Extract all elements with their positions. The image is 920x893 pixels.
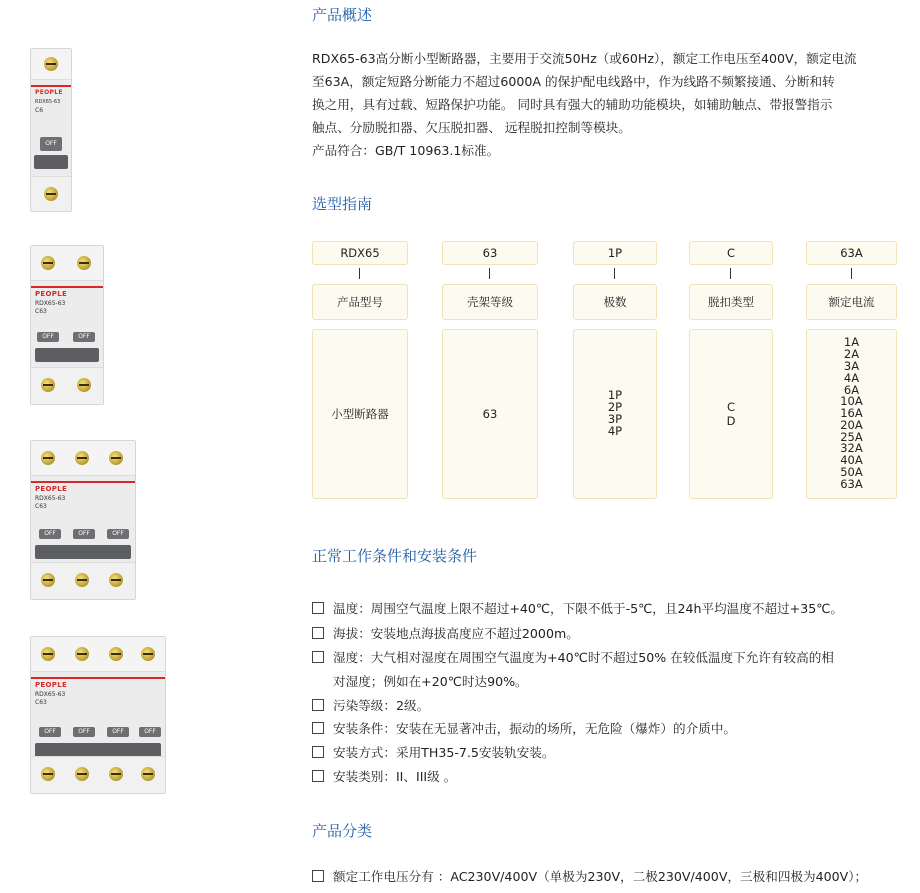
condition-item-continued: 对湿度；例如在+20℃时达90%。: [333, 674, 528, 689]
checkbox-icon: [312, 602, 324, 614]
overview-line: 产品符合：GB/T 10963.1标准。: [312, 143, 500, 158]
rating-label: C63: [35, 308, 47, 315]
guide-code-box: 63A: [806, 241, 897, 265]
guide-values-box: [806, 329, 897, 499]
guide-value: 3P: [607, 412, 623, 426]
guide-label-box: 壳架等级: [442, 284, 538, 320]
off-handle: OFF: [37, 332, 59, 342]
guide-value: 50A: [840, 465, 863, 480]
overview-line: 换之用，具有过载、短路保护功能。 同时具有强大的辅助功能模块，如辅助触点、带报警指示: [312, 97, 833, 112]
overview-line: 触点、分励脱扣器、欠压脱扣器、 远程脱扣控制等模块。: [312, 120, 631, 135]
guide-code-box: C: [689, 241, 773, 265]
guide-value: 6A: [843, 382, 860, 397]
off-handle: OFF: [39, 529, 61, 539]
off-handle: OFF: [73, 529, 95, 539]
overview-text: [312, 47, 904, 162]
guide-value: 40A: [840, 453, 863, 468]
overview-line: RDX65-63高分断小型断路器，主要用于交流50Hz（或60Hz），额定工作电压至400V，额定电流: [312, 51, 857, 66]
checkbox-icon: [312, 627, 324, 639]
off-handle: OFF: [39, 727, 61, 737]
guide-label-box: 产品型号: [312, 284, 408, 320]
model-label: RDX65-63: [35, 495, 66, 502]
off-handle: OFF: [73, 332, 95, 342]
breaker-image-1p: [30, 48, 72, 212]
model-label: RDX65-63: [35, 99, 61, 105]
guide-values-box: 63: [442, 329, 538, 499]
condition-item: 海拔：安装地点海拔高度应不超过2000m。: [312, 623, 579, 642]
rating-label: C63: [35, 699, 47, 706]
checkbox-icon: [312, 770, 324, 782]
guide-value: 10A: [840, 394, 863, 409]
brand-label: PEOPLE: [35, 485, 68, 493]
off-handle: OFF: [107, 529, 129, 539]
overview-title: 产品概述: [312, 6, 373, 24]
breaker-image-3p: [30, 440, 136, 600]
classification-item: 额定工作电压分有 ：AC230V/400V（单极为230V，二极230V/400V，三极和四极为400V）；: [312, 866, 867, 885]
model-label: RDX65-63: [35, 300, 66, 307]
off-handle: OFF: [139, 727, 161, 737]
guide-label-box: 极数: [573, 284, 657, 320]
guide-code-box: 63: [442, 241, 538, 265]
classification-title: 产品分类: [312, 822, 373, 840]
condition-item: 污染等级：2级。: [312, 695, 429, 714]
guide-value: D: [726, 414, 736, 428]
checkbox-icon: [312, 870, 324, 882]
guide-value: 2A: [843, 347, 860, 362]
off-handle: OFF: [73, 727, 95, 737]
condition-item: 湿度：大气相对湿度在周围空气温度为+40℃时不超过50% 在较低温度下允许有较高的相: [312, 647, 834, 666]
guide-value: 4P: [607, 423, 623, 438]
guide-title: 选型指南: [312, 195, 373, 213]
breaker-image-4p: [30, 636, 166, 794]
guide-value: 16A: [840, 406, 863, 421]
checkbox-icon: [312, 722, 324, 734]
brand-label: PEOPLE: [35, 89, 63, 96]
checkbox-icon: [312, 746, 324, 758]
guide-value: 25A: [840, 429, 863, 444]
rating-label: C6: [35, 107, 44, 114]
guide-value: 2P: [607, 400, 623, 415]
brand-label: PEOPLE: [35, 681, 68, 689]
guide-value: 20A: [840, 417, 863, 432]
guide-value: 1A: [843, 335, 860, 350]
guide-values-box: 小型断路器: [312, 329, 408, 499]
guide-values-box: [689, 329, 773, 499]
condition-item: 安装方式：采用TH35-7.5安装轨安装。: [312, 742, 554, 761]
condition-item: 安装条件：安装在无显著冲击，振动的场所，无危险（爆炸）的介质中。: [312, 718, 736, 737]
overview-line: 至63A，额定短路分断能力不超过6000A 的保护配电线路中，作为线路不频繁接通、分断和转: [312, 74, 835, 89]
guide-values-box: [573, 329, 657, 499]
rating-label: C63: [35, 503, 47, 510]
guide-label-box: 额定电流: [806, 284, 897, 320]
conditions-title: 正常工作条件和安装条件: [312, 547, 478, 565]
off-handle: OFF: [107, 727, 129, 737]
condition-item: 温度：周围空气温度上限不超过+40℃，下限不低于-5℃，且24h平均温度不超过+35℃。: [312, 598, 843, 617]
guide-value: 63A: [840, 476, 863, 491]
guide-code-box: 1P: [573, 241, 657, 265]
checkbox-icon: [312, 699, 324, 711]
guide-value: 32A: [840, 441, 863, 456]
guide-label-box: 脱扣类型: [689, 284, 773, 320]
guide-value: 4A: [843, 370, 860, 385]
guide-value: 3A: [843, 358, 860, 373]
checkbox-icon: [312, 651, 324, 663]
guide-value: C: [726, 400, 735, 414]
guide-code-box: RDX65: [312, 241, 408, 265]
brand-label: PEOPLE: [35, 290, 68, 298]
off-handle: OFF: [40, 137, 62, 151]
breaker-image-2p: [30, 245, 104, 405]
guide-value: 1P: [607, 388, 623, 403]
model-label: RDX65-63: [35, 691, 66, 698]
condition-item: 安装类别：II、III级 。: [312, 766, 456, 785]
